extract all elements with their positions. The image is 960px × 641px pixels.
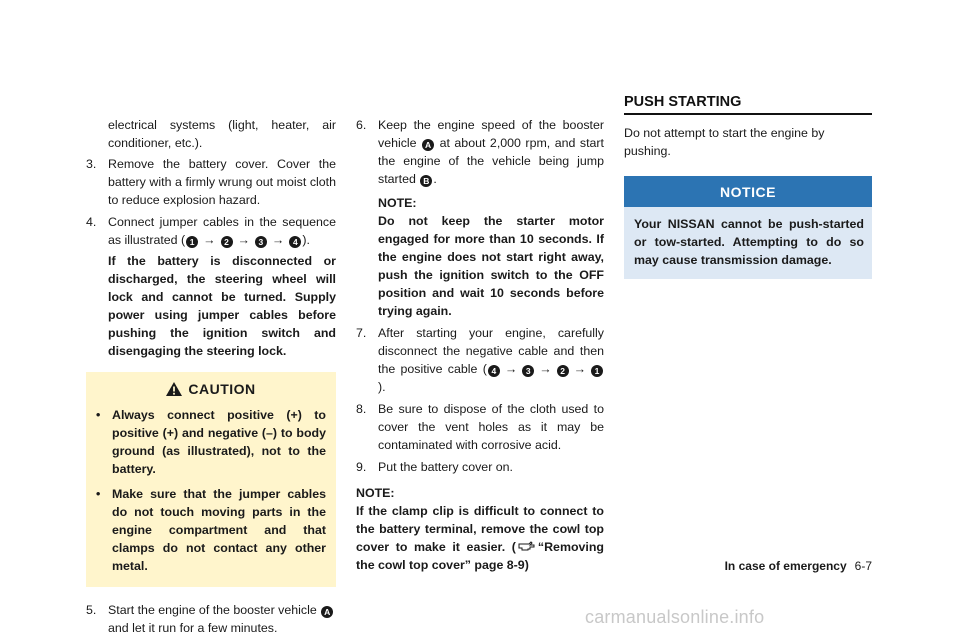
step-number: 7.: [356, 326, 367, 340]
push-start-intro: Do not attempt to start the engine by pushing.: [624, 126, 825, 158]
circled-number-4: 4: [488, 365, 500, 377]
arrow-icon: →: [504, 362, 518, 376]
starter-note: Do not keep the starter motor engaged for more than 10 seconds. If the engine does not start right away, push the ignition switch to the OFF position and wait 10 seconds before trying again.: [378, 214, 604, 318]
caution-bullet: [86, 485, 336, 575]
circled-number-2: 2: [557, 365, 569, 377]
caution-header: [86, 372, 336, 406]
step-text-end: ).: [378, 380, 386, 394]
caution-box: [86, 372, 336, 587]
arrow-icon: →: [203, 233, 216, 247]
cowl-note: [356, 502, 604, 574]
note-label: NOTE:: [378, 196, 417, 210]
note-label: NOTE:: [356, 486, 395, 500]
step-7: [356, 324, 604, 396]
step-number: 9.: [356, 460, 367, 474]
circled-letter-b: B: [420, 175, 432, 187]
warning-icon: [166, 382, 182, 396]
step-text: Start the engine of the booster vehicle: [108, 603, 321, 617]
circled-number-2: 2: [221, 236, 233, 248]
page-footer: [700, 557, 872, 575]
notice-box: [624, 176, 872, 279]
circled-number-3: 3: [522, 365, 534, 377]
step-text: After starting your engine, carefully disconnect the negative cable and then the positive cable (: [378, 326, 604, 376]
caution-bullet-text: Make sure that the jumper cables do not touch moving parts in the engine compartment and that clamps do not contact any other metal.: [112, 487, 326, 573]
footer-section: In case of emergency: [724, 559, 847, 573]
circled-letter-a: A: [321, 606, 333, 618]
step-number: 3.: [86, 157, 97, 171]
bullet-dot: •: [96, 408, 101, 422]
page-number: 6-7: [854, 559, 872, 573]
step-6: [356, 116, 604, 320]
arrow-icon: →: [539, 362, 552, 376]
step-4: [86, 213, 336, 360]
arrow-icon: →: [271, 233, 285, 247]
circled-letter-a: A: [422, 139, 434, 151]
reference-pointer-icon[interactable]: [518, 541, 536, 552]
cowl-note-ref[interactable]: “Removing the cowl top cover” page 8-9): [356, 540, 604, 572]
arrow-icon: →: [237, 233, 250, 247]
cowl-note-text: If the clamp clip is difficult to connect to the battery terminal, remove the cowl top cover to make it easier. (: [356, 504, 604, 554]
steering-lock-warning: If the battery is disconnected or discharged, the steering wheel will lock and cannot be turned. Supply power using jumper cables before pushing the ignition switch and disengaging the steering lock.: [108, 254, 336, 358]
step-text-end: ).: [302, 233, 310, 247]
caution-bullet: [86, 406, 336, 478]
caution-title: CAUTION: [188, 381, 256, 397]
step-3: [86, 155, 336, 209]
step-text: Keep the engine speed of the booster vehicle: [378, 118, 604, 150]
notice-header: NOTICE: [624, 176, 872, 207]
step-text-end: .: [433, 172, 437, 186]
step-text: at about 2,000 rpm, and start the engine of the vehicle being jump started: [378, 136, 604, 186]
caution-bullet-text: Always connect positive (+) to positive (+) and negative (–) to body ground (as illustrated), not to the battery.: [112, 408, 326, 476]
bullet-dot: •: [96, 487, 101, 501]
step-number: 6.: [356, 118, 367, 132]
circled-number-1: 1: [591, 365, 603, 377]
step-text: Be sure to dispose of the cloth used to cover the vent holes as it may be contaminated with corrosive acid.: [378, 402, 604, 452]
step-5: [86, 601, 336, 637]
step-9: [356, 458, 604, 476]
step-number: 5.: [86, 603, 97, 617]
notice-text: Your NISSAN cannot be push-started or tow-started. Attempting to do so may cause transmission damage.: [634, 217, 864, 267]
step-text: Remove the battery cover. Cover the battery with a firmly wrung out moist cloth to reduce explosion hazard.: [108, 157, 336, 207]
step-number: 8.: [356, 402, 367, 416]
intro-continuation: electrical systems (light, heater, air conditioner, etc.).: [108, 118, 336, 150]
section-title: PUSH STARTING: [624, 93, 872, 115]
column-right: [624, 93, 872, 279]
column-middle: [356, 116, 604, 574]
arrow-icon: →: [573, 362, 586, 376]
step-8: [356, 400, 604, 454]
circled-number-1: 1: [186, 236, 198, 248]
step-text: Connect jumper cables in the sequence as illustrated (: [108, 215, 336, 247]
step-number: 4.: [86, 215, 97, 229]
step-text-end: and let it run for a few minutes.: [108, 621, 278, 635]
step-text: Put the battery cover on.: [378, 460, 513, 474]
column-left: [86, 116, 336, 641]
watermark: carmanualsonline.info: [585, 607, 765, 627]
circled-number-4: 4: [289, 236, 301, 248]
circled-number-3: 3: [255, 236, 267, 248]
